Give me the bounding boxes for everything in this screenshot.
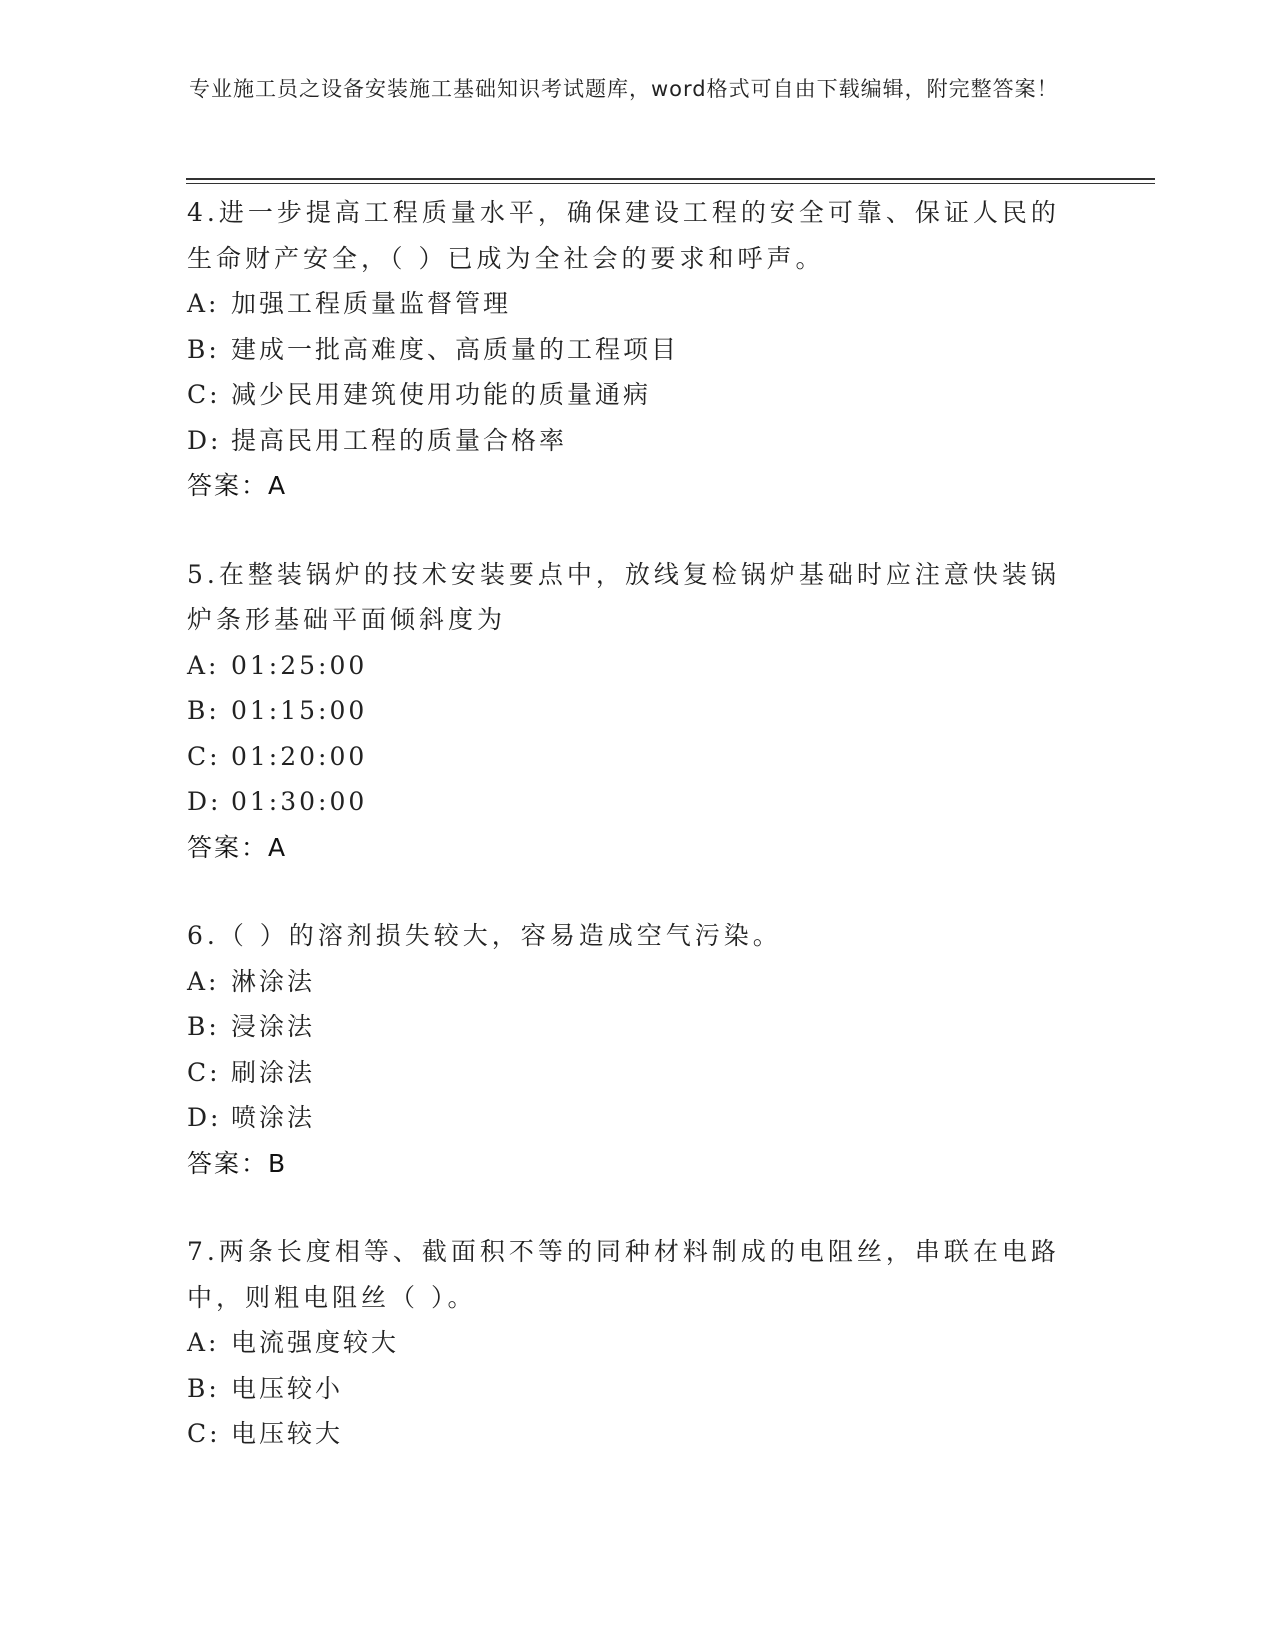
answer-line (187, 1141, 1087, 1187)
question-6 (187, 913, 1087, 1186)
option-text: 电压较小 (231, 1373, 344, 1403)
option-letter: D: (187, 787, 222, 816)
option-text: 喷涂法 (231, 1103, 316, 1132)
answer-value: A (268, 471, 288, 500)
option-d (187, 418, 1087, 464)
option-text: 浸涂法 (231, 1012, 316, 1041)
option-b (187, 688, 1087, 734)
option-letter: A: (187, 289, 220, 318)
question-text: 在整装锅炉的技术安装要点中，放线复检锅炉基础时应注意快装锅炉条形基础平面倾斜度为 (187, 559, 1060, 634)
answer-label: 答案： (187, 1148, 269, 1178)
option-text: 01:20:00 (231, 741, 368, 771)
document-header: 专业施工员之设备安装施工基础知识考试题库，word格式可自由下载编辑，附完整答案！ (189, 77, 1059, 101)
answer-value: B (268, 1148, 288, 1178)
question-stem (187, 1229, 1087, 1320)
question-number: 6. (187, 921, 219, 950)
answer-label: 答案： (187, 832, 269, 862)
option-text: 刷涂法 (231, 1057, 316, 1087)
option-text: 01:30:00 (231, 787, 368, 816)
option-text: 淋涂法 (231, 966, 316, 996)
answer-line (187, 463, 1087, 509)
question-number: 5. (187, 559, 219, 589)
header-divider-thin (186, 183, 1155, 184)
option-c (187, 734, 1087, 780)
option-letter: C: (187, 1057, 221, 1087)
question-5 (187, 552, 1087, 871)
answer-line (187, 825, 1087, 871)
option-text: 减少民用建筑使用功能的质量通病 (231, 380, 652, 409)
option-letter: C: (187, 380, 221, 409)
option-text: 建成一批高难度、高质量的工程项目 (231, 334, 680, 364)
answer-label: 答案： (187, 471, 269, 500)
option-letter: B: (187, 696, 220, 725)
option-text: 加强工程质量监督管理 (231, 289, 512, 318)
option-b (187, 1004, 1087, 1050)
question-text: 进一步提高工程质量水平，确保建设工程的安全可靠、保证人民的生命财产安全，（ ）已成为全社会的要求和呼声。 (187, 198, 1060, 273)
option-a (187, 281, 1087, 327)
option-letter: C: (187, 1419, 221, 1448)
question-text: （ ）的溶剂损失较大，容易造成空气污染。 (218, 921, 782, 950)
option-a (187, 1320, 1087, 1366)
option-text: 电流强度较大 (231, 1328, 400, 1357)
option-d (187, 1095, 1087, 1141)
option-letter: A: (187, 966, 220, 996)
question-stem (187, 552, 1087, 643)
option-c (187, 1050, 1087, 1096)
answer-value: A (268, 832, 288, 862)
option-a (187, 643, 1087, 689)
option-text: 01:25:00 (231, 650, 368, 680)
option-a (187, 959, 1087, 1005)
option-letter: D: (187, 425, 222, 455)
option-letter: C: (187, 741, 221, 771)
question-text: 两条长度相等、截面积不等的同种材料制成的电阻丝，串联在电路中，则粗电阻丝（ ）。 (187, 1237, 1060, 1312)
option-letter: B: (187, 1012, 220, 1041)
question-4 (187, 190, 1087, 509)
option-b (187, 327, 1087, 373)
question-stem (187, 190, 1087, 281)
option-text: 提高民用工程的质量合格率 (231, 425, 568, 455)
header-divider-thick (186, 178, 1155, 180)
option-letter: A: (187, 650, 220, 680)
option-c (187, 1411, 1087, 1457)
question-list (187, 190, 1087, 1500)
option-c (187, 372, 1087, 418)
option-d (187, 779, 1087, 825)
option-letter: D: (187, 1103, 222, 1132)
option-letter: B: (187, 1373, 220, 1403)
option-text: 01:15:00 (231, 696, 368, 725)
question-number: 7. (187, 1237, 219, 1266)
option-letter: A: (187, 1328, 220, 1357)
option-b (187, 1366, 1087, 1412)
option-text: 电压较大 (231, 1419, 344, 1448)
question-number: 4. (187, 198, 219, 227)
question-stem (187, 913, 1087, 959)
option-letter: B: (187, 334, 220, 364)
question-7 (187, 1229, 1087, 1457)
